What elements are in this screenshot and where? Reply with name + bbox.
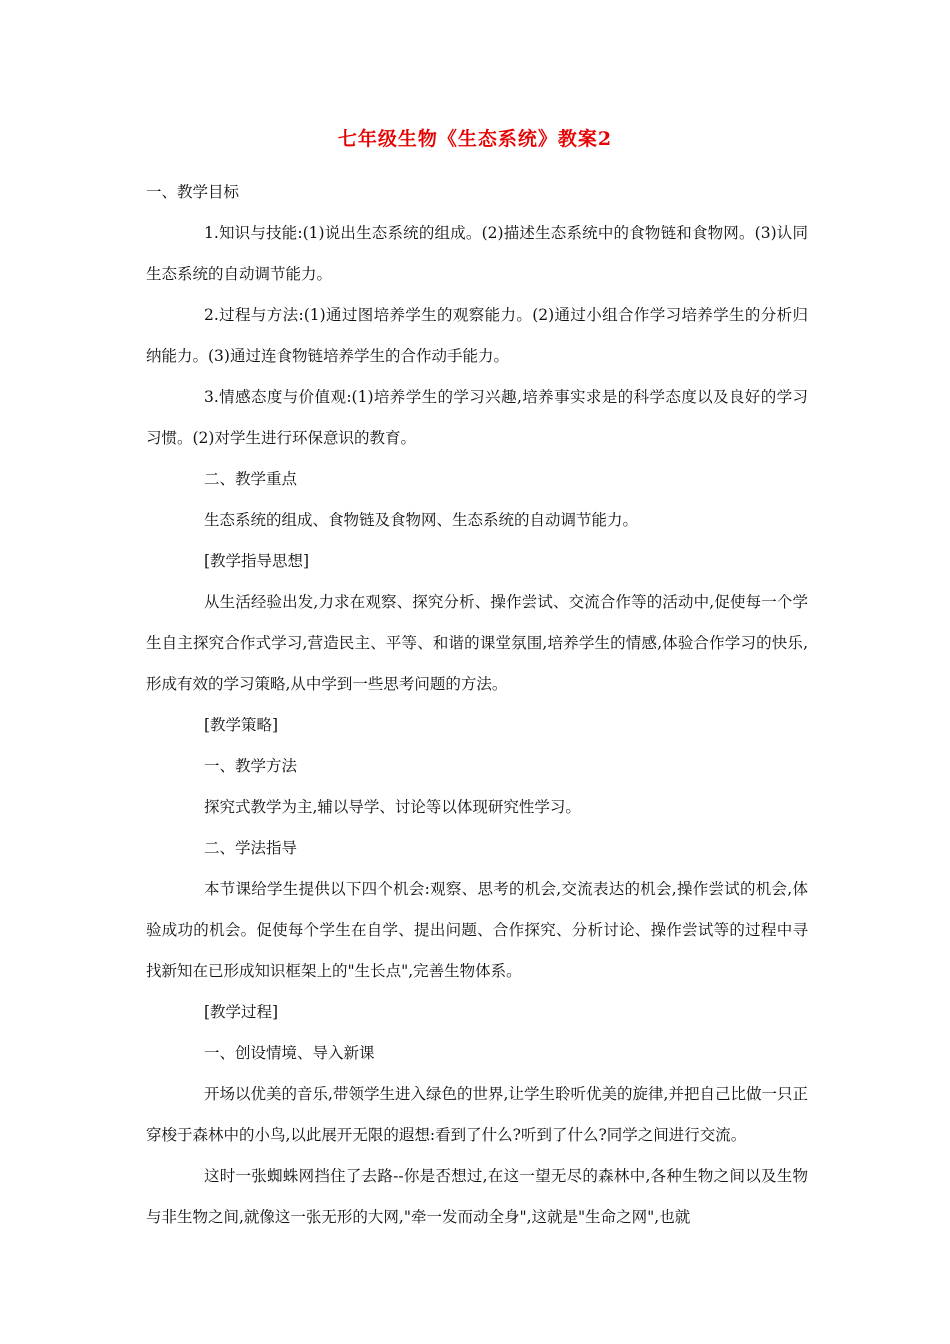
document-title: 七年级生物《生态系统》教案2 bbox=[337, 128, 613, 150]
paragraph-study-guide-text: 本节课给学生提供以下四个机会:观察、思考的机会,交流表达的机会,操作尝试的机会,体验成功的机会。促使每个学生在自学、提出问题、合作探究、分析讨论、操作尝试等的过程中寻找新知在已形成知识框架上的"生长点",完善生物体系。 bbox=[146, 880, 808, 980]
paragraph-intro-heading: 一、创设情境、导入新课 bbox=[204, 1044, 375, 1062]
paragraph-guiding-heading: [教学指导思想] bbox=[204, 552, 310, 570]
paragraph-section-1-heading: 一、教学目标 bbox=[146, 183, 240, 201]
paragraph-strategy-heading: [教学策略] bbox=[204, 716, 279, 734]
paragraph-guiding-thought: 从生活经验出发,力求在观察、探究分析、操作尝试、交流合作等的活动中,促使每一个学生自主探究合作式学习,营造民主、平等、和谐的课堂氛围,培养学生的情感,体验合作学习的快乐,形成有效的学习策略,从中学到一些思考问题的方法。 bbox=[146, 593, 808, 693]
paragraph-goal-attitude: 3.情感态度与价值观:(1)培养学生的学习兴趣,培养事实求是的科学态度以及良好的学习习惯。(2)对学生进行环保意识的教育。 bbox=[146, 388, 808, 447]
paragraph-key-points: 生态系统的组成、食物链及食物网、生态系统的自动调节能力。 bbox=[204, 511, 639, 529]
paragraph-study-guide-heading: 二、学法指导 bbox=[204, 839, 298, 857]
paragraph-spider-web-text: 这时一张蜘蛛网挡住了去路--你是否想过,在这一望无尽的森林中,各种生物之间以及生物与非生物之间,就像这一张无形的大网,"牵一发而动全身",这就是"生命之网",也就 bbox=[146, 1167, 808, 1226]
paragraph-method-text: 探究式教学为主,辅以导学、讨论等以体现研究性学习。 bbox=[204, 798, 581, 816]
paragraph-method-heading: 一、教学方法 bbox=[204, 757, 298, 775]
paragraph-process-heading: [教学过程] bbox=[204, 1003, 279, 1021]
paragraph-section-2-heading: 二、教学重点 bbox=[204, 470, 298, 488]
paragraph-intro-text: 开场以优美的音乐,带领学生进入绿色的世界,让学生聆听优美的旋律,并把自己比做一只正穿梭于森林中的小鸟,以此展开无限的遐想:看到了什么?听到了什么?同学之间进行交流。 bbox=[146, 1085, 808, 1144]
paragraph-goal-process: 2.过程与方法:(1)通过图培养学生的观察能力。(2)通过小组合作学习培养学生的分析归纳能力。(3)通过连食物链培养学生的合作动手能力。 bbox=[146, 306, 808, 365]
document-body bbox=[146, 172, 808, 1238]
paragraph-goal-knowledge: 1.知识与技能:(1)说出生态系统的组成。(2)描述生态系统中的食物链和食物网。(3)认同生态系统的自动调节能力。 bbox=[146, 224, 808, 283]
